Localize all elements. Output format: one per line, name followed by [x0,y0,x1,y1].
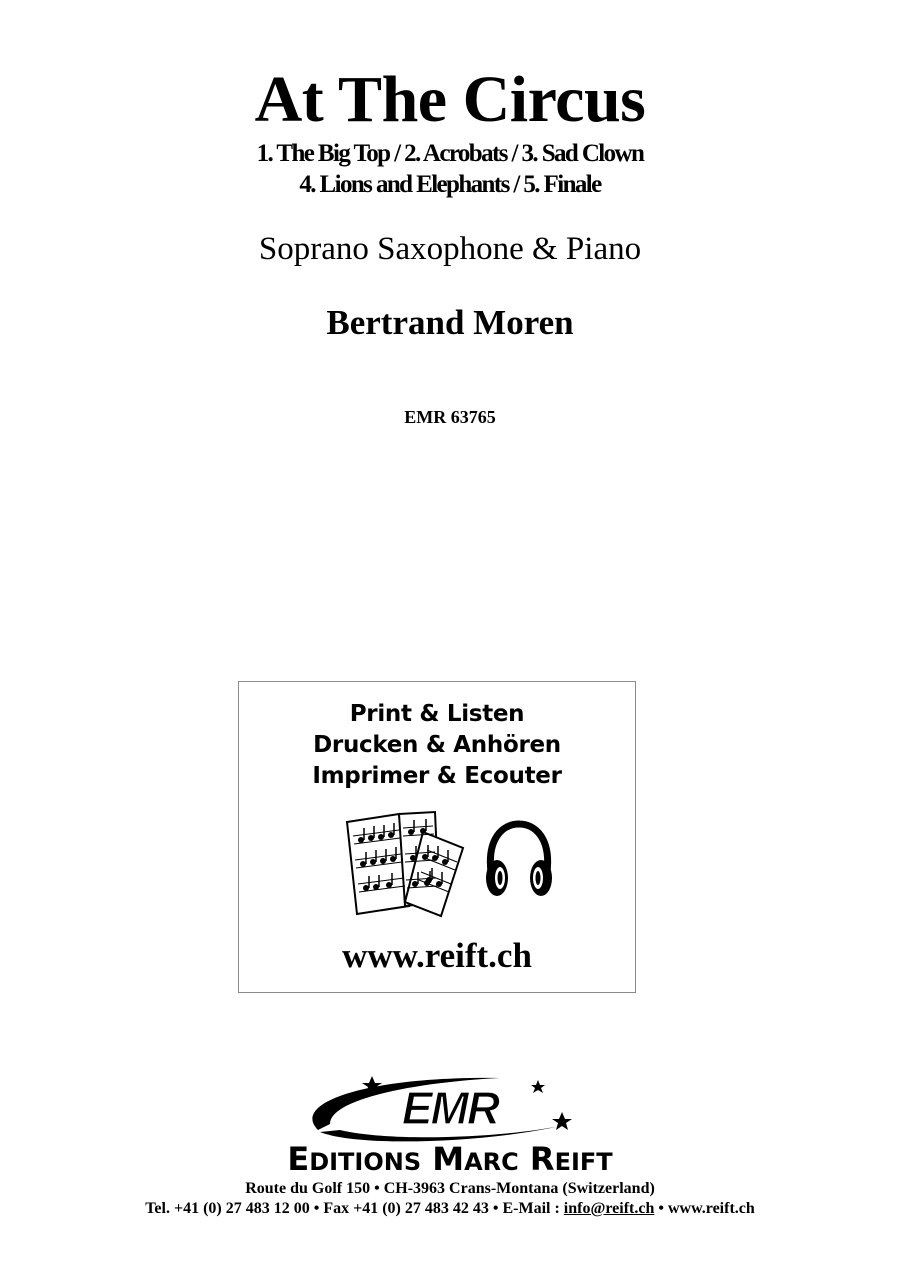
promo-website-url[interactable]: www.reift.ch [342,936,532,975]
publisher-initial-1: E [287,1140,310,1178]
composer-name: Bertrand Moren [326,303,574,342]
catalog-number: EMR 63765 [404,407,496,427]
print-listen-box [238,681,636,993]
publisher-initial-3: R [529,1140,555,1178]
movements-line-2: 4. Lions and Elephants / 5. Finale [299,171,601,198]
headphones-icon [483,820,555,902]
promo-line-german: Drucken & Anhören [313,732,561,758]
contact-website[interactable]: • www.reift.ch [654,1200,755,1217]
email-link[interactable]: info@reift.ch [563,1200,655,1217]
publisher-word-2: ARC [464,1148,519,1176]
contact-phone-fax: Tel. +41 (0) 27 483 12 00 • Fax +41 (0) 27 483 42 43 • E-Mail : [145,1200,564,1217]
movements-line-1: 1. The Big Top / 2. Acrobats / 3. Sad Clown [256,140,644,167]
publisher-word-1: DITIONS [309,1148,422,1176]
emr-logo [300,1072,590,1150]
publisher-initial-2: M [432,1140,465,1178]
publisher-word-3: EIFT [554,1148,613,1176]
sheet-music-icon [339,810,469,920]
contact-line [0,1199,900,1219]
instrumentation: Soprano Saxophone & Piano [258,231,642,267]
emr-logo-text: EMR [401,1082,499,1134]
promo-line-english: Print & Listen [349,701,525,727]
score-title: At The Circus [254,63,646,136]
promo-line-french: Imprimer & Ecouter [312,763,562,789]
publisher-name [0,1140,900,1181]
address-line: Route du Golf 150 • CH-3963 Crans-Montana (Switzerland) [245,1180,655,1197]
